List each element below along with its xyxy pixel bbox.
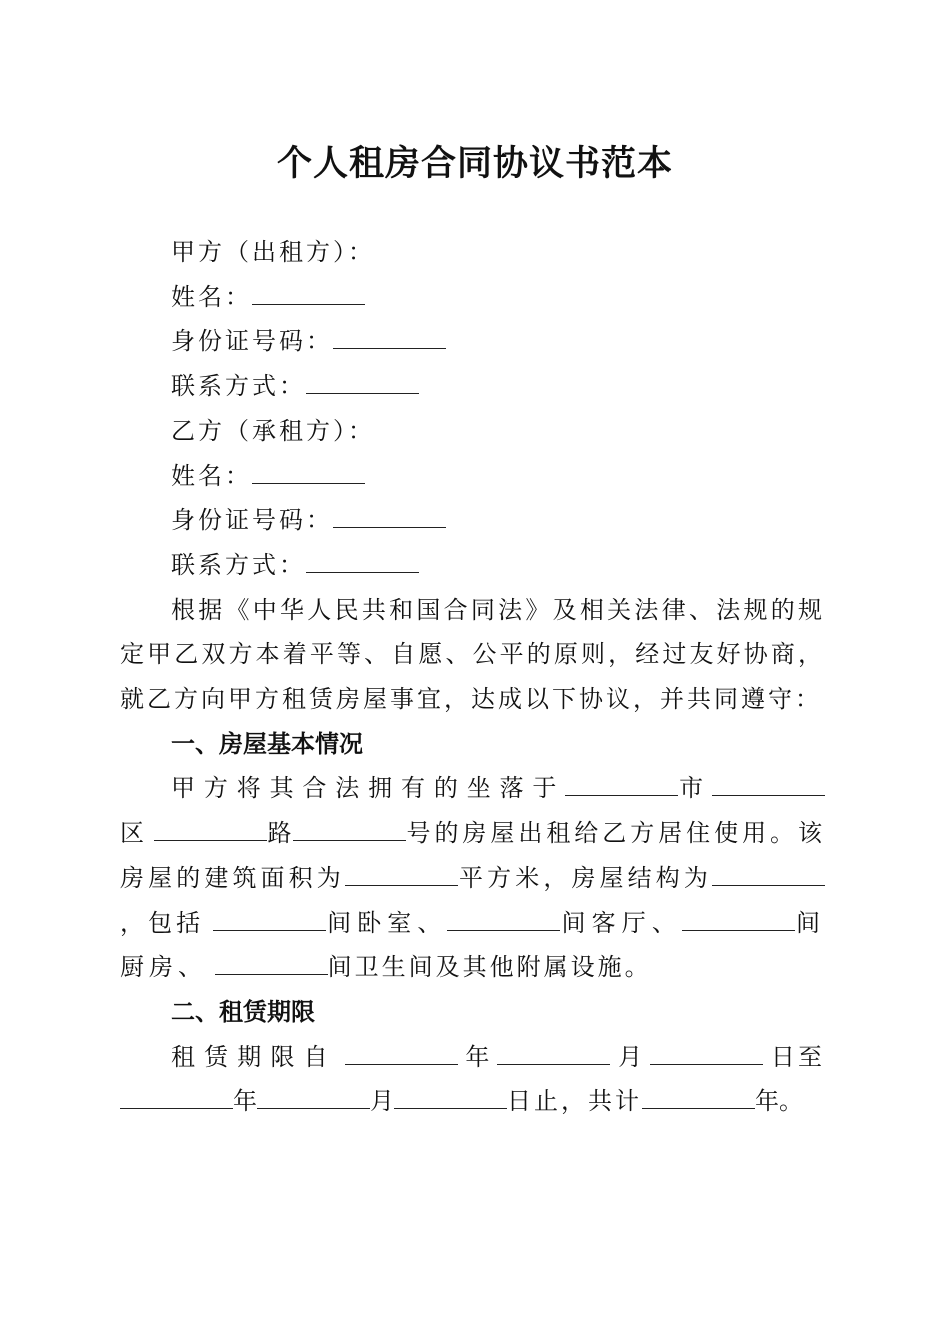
living-room-blank[interactable] (447, 906, 560, 931)
party-a-contact-line (120, 364, 825, 409)
start-month-blank[interactable] (497, 1040, 610, 1065)
district-blank[interactable] (712, 771, 825, 796)
party-b-id-label: 身份证号码： (171, 506, 333, 535)
total-years-blank[interactable] (642, 1084, 755, 1109)
bathroom-blank[interactable] (215, 950, 328, 975)
s1-text-3: 区 (120, 819, 145, 848)
party-a-name-blank[interactable] (252, 280, 365, 305)
s2-text-6: 月 (370, 1087, 394, 1116)
kitchen-blank[interactable] (682, 906, 795, 931)
document-title: 个人租房合同协议书范本 (276, 143, 673, 184)
party-b-id-line (120, 498, 825, 543)
s1-text-6: 平方米，房屋结构为 (457, 863, 713, 892)
section1-heading: 一、房屋基本情况 (171, 729, 363, 758)
party-b-header: 乙方（承租方）： (171, 416, 375, 445)
section1-paragraph (120, 766, 825, 990)
section2-heading: 二、租赁期限 (171, 997, 315, 1026)
party-a-name-line (120, 275, 825, 320)
s2-text-4: 日至 (770, 1042, 826, 1071)
s1-text-4: 路 (266, 819, 293, 848)
party-a-id-blank[interactable] (333, 324, 446, 349)
party-b-id-blank[interactable] (333, 503, 446, 528)
party-a-contact-label: 联系方式： (171, 372, 306, 401)
structure-blank[interactable] (712, 861, 825, 886)
start-day-blank[interactable] (650, 1040, 763, 1065)
number-blank[interactable] (293, 816, 406, 841)
party-b-name-line (120, 454, 825, 499)
s1-text-1: 甲方将其合法拥有的坐落于 (171, 774, 566, 803)
s2-text-7: 日止，共计 (507, 1087, 642, 1116)
party-a-header: 甲方（出租方）： (171, 238, 375, 266)
party-a-name-label: 姓名： (171, 282, 252, 311)
s1-text-9: 间客厅、 (560, 908, 682, 937)
road-blank[interactable] (154, 816, 267, 841)
s2-text-5: 年 (233, 1087, 257, 1116)
party-a-id-line (120, 319, 825, 364)
s2-text-1: 租赁期限自 (171, 1042, 337, 1071)
party-b-contact-line (120, 543, 825, 588)
s2-text-8: 年。 (755, 1087, 803, 1116)
city-blank[interactable] (565, 771, 678, 796)
end-month-blank[interactable] (257, 1084, 370, 1109)
s1-text-2: 市 (678, 774, 713, 803)
party-b-contact-label: 联系方式： (171, 550, 306, 579)
preamble-paragraph: 根据《中华人民共和国合同法》及相关法律、法规的规定甲乙双方本着平等、自愿、公平的原则，经过友好协商，就乙方向甲方租赁房屋事宜，达成以下协议，并共同遵守： (120, 595, 825, 714)
s1-text-10: 间厨房、 (120, 908, 826, 982)
party-b-name-label: 姓名： (171, 461, 252, 490)
party-a-id-label: 身份证号码： (171, 327, 333, 356)
s2-text-2: 年 (465, 1042, 490, 1071)
end-day-blank[interactable] (394, 1084, 507, 1109)
section2-paragraph (120, 1035, 825, 1124)
s2-text-3: 月 (618, 1042, 643, 1071)
s1-text-5: 号的房屋出租给乙方居住使用。该房屋的建筑面积为 (120, 819, 826, 892)
area-blank[interactable] (345, 861, 458, 886)
party-a-contact-blank[interactable] (306, 369, 419, 394)
party-b-contact-blank[interactable] (306, 548, 419, 573)
s1-text-11: 间卫生间及其他附属设施。 (327, 953, 652, 982)
party-b-name-blank[interactable] (252, 459, 365, 484)
s1-text-7: ，包括 (120, 908, 205, 937)
start-year-blank[interactable] (345, 1040, 458, 1065)
s1-text-8: 间卧室、 (326, 908, 448, 937)
bedroom-blank[interactable] (213, 906, 326, 931)
end-year-blank[interactable] (120, 1084, 233, 1109)
document-body (120, 230, 825, 1124)
